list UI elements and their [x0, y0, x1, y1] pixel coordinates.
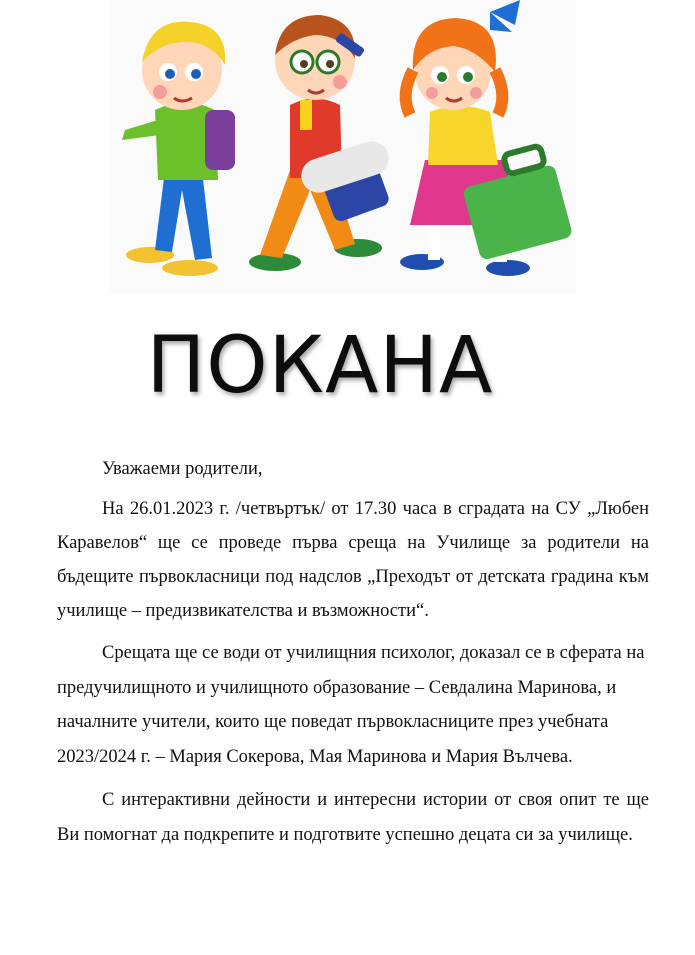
- invitation-letter: [57, 452, 649, 853]
- girl-right-figure: [400, 0, 573, 276]
- greeting-line: Уважаеми родители,: [102, 459, 263, 479]
- children-illustration: [110, 0, 576, 293]
- page-title: ПОКАНА: [146, 321, 494, 411]
- three-school-children-icon: [110, 0, 576, 293]
- letter-paragraph-2: Срещата ще се води от училищния психолог, доказал се в сферата на предучилищното и училищното образование – Севдалина Маринова, и началните учители, които ще поведат първокласниците през учебната 2023/2024 г. – Мария Сокерова, Мая Маринова и Мария Вълчева.: [57, 643, 645, 767]
- letter-paragraph-1: На 26.01.2023 г. /четвъртък/ от 17.30 часа в сградата на СУ „Любен Каравелов“ ще се проведе първа среща на Училище за родители на бъдещите първокласници под надслов „Преходът от детската градина към училище – предизвикателства и възможности“.: [57, 499, 649, 621]
- boy-left-figure: [122, 22, 235, 276]
- letter-paragraph-3: С интерактивни дейности и интересни истории от своя опит те ще Ви помогнат да подкрепите и подготвите успешно децата си за училище.: [57, 790, 649, 845]
- boy-middle-figure: [249, 15, 393, 271]
